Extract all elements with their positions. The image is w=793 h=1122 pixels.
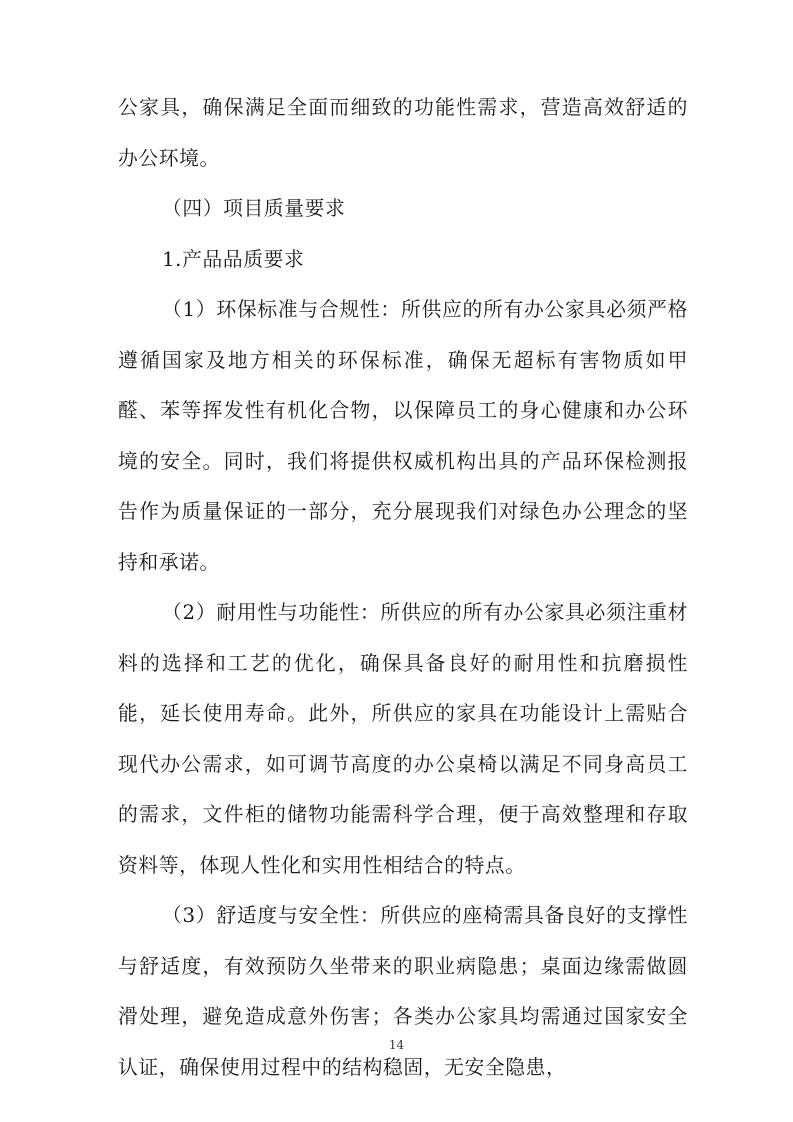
paragraph-environmental: （1）环保标准与合规性：所供应的所有办公家具必须严格遵循国家及地方相关的环保标准，确保无超标有害物质如甲醛、苯等挥发性有机化合物，以保障员工的身心健康和办公环境的安全。同时，我们将提供权威机构出具的产品环保检测报告作为质量保证的一部分，充分展现我们对绿色办公理念的坚持和承诺。 (118, 298, 688, 574)
paragraph-continuation: 公家具，确保满足全面而细致的功能性需求，营造高效舒适的办公环境。 (118, 96, 688, 170)
body-text (118, 83, 688, 1093)
paragraph-durability: （2）耐用性与功能性：所供应的所有办公家具必须注重材料的选择和工艺的优化，确保具备良好的耐用性和抗磨损性能，延长使用寿命。此外，所供应的家具在功能设计上需贴合现代办公需求，如可调节高度的办公桌椅以满足不同身高员工的需求，文件柜的储物功能需科学合理，便于高效整理和存取资料等，体现人性化和实用性相结合的特点。 (118, 601, 688, 877)
paragraph-comfort-safety: （3）舒适度与安全性：所供应的座椅需具备良好的支撑性与舒适度，有效预防久坐带来的职业病隐患；桌面边缘需做圆滑处理，避免造成意外伤害；各类办公家具均需通过国家安全认证，确保使用过程中的结构稳固，无安全隐患， (118, 904, 688, 1079)
page-number: 14 (388, 1038, 405, 1052)
section-heading: （四）项目质量要求 (162, 197, 346, 220)
subsection-heading: 1.产品品质要求 (162, 247, 305, 271)
